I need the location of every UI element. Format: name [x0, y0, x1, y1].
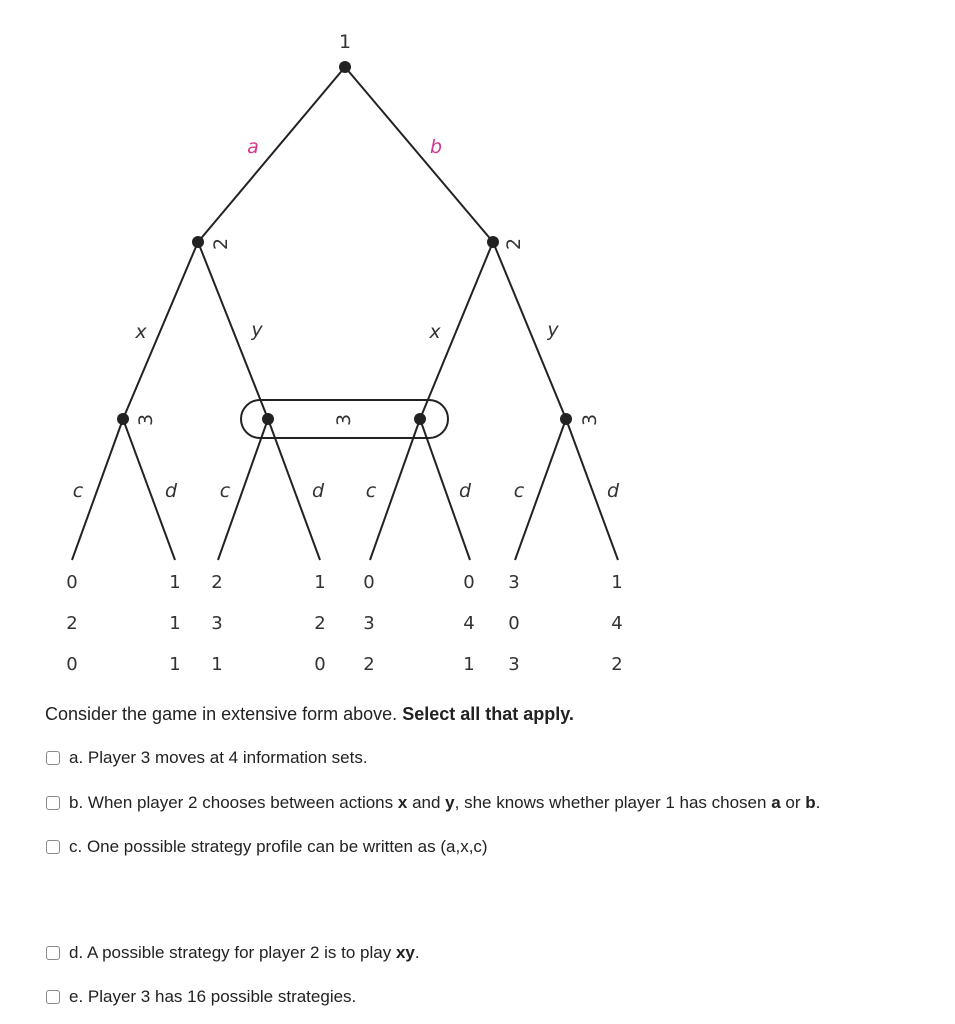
- edge-b: [345, 67, 493, 242]
- option-b-label: [69, 793, 820, 813]
- option-c-checkbox[interactable]: [46, 840, 60, 854]
- payoff-7-player1: 3: [508, 572, 520, 593]
- option-b-y: y: [445, 793, 455, 812]
- action-label-x-right: x: [429, 321, 441, 343]
- option-d-label: [69, 943, 420, 963]
- payoff-8-player2: 4: [611, 613, 623, 634]
- payoff-5-player3: 2: [363, 654, 375, 675]
- payoff-6-player3: 1: [463, 654, 475, 675]
- action-label-y-right: y: [547, 319, 559, 341]
- option-c[interactable]: [46, 837, 488, 857]
- option-c-label: c. One possible strategy profile can be written as (a,x,c): [69, 837, 488, 856]
- action-label-c1: c: [72, 480, 84, 502]
- payoff-2-player3: 1: [169, 654, 181, 675]
- payoff-column-7: [508, 572, 519, 675]
- payoff-7-player3: 3: [508, 654, 520, 675]
- payoff-6-player2: 4: [463, 613, 475, 634]
- tree-edges: [72, 67, 618, 560]
- node-root: [339, 61, 351, 73]
- node-player2-left: [192, 236, 204, 248]
- edge-c3: [370, 419, 420, 560]
- question-instruction: Select all that apply.: [402, 704, 574, 724]
- option-d-text-2: .: [414, 943, 420, 962]
- action-label-d1: d: [164, 480, 178, 502]
- option-e[interactable]: [46, 987, 356, 1007]
- player-label-root: 1: [338, 31, 352, 53]
- payoff-column-8: [611, 572, 622, 675]
- node-player3-info-right: [414, 413, 426, 425]
- node-player3-left: [117, 413, 129, 425]
- option-b-a: a: [771, 793, 781, 812]
- edge-x-left: [123, 242, 198, 419]
- option-b-text-5: .: [815, 793, 821, 812]
- option-e-label: e. Player 3 has 16 possible strategies.: [69, 987, 357, 1006]
- option-b-x: x: [397, 793, 408, 812]
- payoff-2-player2: 1: [169, 613, 181, 634]
- node-player2-right: [487, 236, 499, 248]
- payoff-3-player3: 1: [211, 654, 223, 675]
- payoff-column-2: [169, 572, 180, 675]
- payoff-1-player3: 0: [66, 654, 78, 675]
- action-label-d4: d: [606, 480, 620, 502]
- option-d-checkbox[interactable]: [46, 946, 60, 960]
- option-d-xy: xy: [395, 943, 415, 962]
- option-d-text-1: d. A possible strategy for player 2 is to play: [69, 943, 396, 962]
- node-player3-info-left: [262, 413, 274, 425]
- option-b-text-4: or: [780, 793, 806, 812]
- option-b-text-3: , she knows whether player 1 has chosen: [454, 793, 772, 812]
- payoff-6-player1: 0: [463, 572, 475, 593]
- payoff-4-player1: 1: [314, 572, 326, 593]
- payoff-1-player2: 2: [66, 613, 78, 634]
- payoff-column-6: [463, 572, 474, 675]
- payoff-3-player2: 3: [211, 613, 223, 634]
- action-label-d2: d: [311, 480, 325, 502]
- payoff-1-player1: 0: [66, 572, 78, 593]
- action-label-b: b: [429, 136, 443, 158]
- option-b-text-1: b. When player 2 chooses between actions: [69, 793, 398, 812]
- payoff-4-player3: 0: [314, 654, 326, 675]
- player-label-right3: 3: [579, 413, 601, 427]
- node-player3-right: [560, 413, 572, 425]
- option-d[interactable]: [46, 943, 420, 963]
- action-label-x-left: x: [135, 321, 147, 343]
- action-label-d3: d: [458, 480, 472, 502]
- payoff-7-player2: 0: [508, 613, 520, 634]
- option-a-checkbox[interactable]: [46, 751, 60, 765]
- option-b-text-2: and: [407, 793, 446, 812]
- payoff-5-player1: 0: [363, 572, 375, 593]
- option-b-checkbox[interactable]: [46, 796, 60, 810]
- action-label-c2: c: [219, 480, 231, 502]
- player-label-right2: 2: [503, 237, 525, 251]
- action-label-y-left: y: [251, 319, 263, 341]
- player-label-left3: 3: [135, 413, 157, 427]
- payoff-4-player2: 2: [314, 613, 326, 634]
- payoff-column-1: [66, 572, 77, 675]
- payoff-column-3: [211, 572, 222, 675]
- option-b-b: b: [805, 793, 816, 812]
- payoff-5-player2: 3: [363, 613, 375, 634]
- payoff-column-4: [314, 572, 325, 675]
- option-e-checkbox[interactable]: [46, 990, 60, 1004]
- question-prompt: [45, 704, 574, 725]
- action-label-c4: c: [513, 480, 525, 502]
- payoff-column-5: [363, 572, 374, 675]
- player-label-left2: 2: [210, 237, 232, 251]
- payoff-8-player1: 1: [611, 572, 623, 593]
- option-a[interactable]: [46, 748, 368, 768]
- action-label-c3: c: [365, 480, 377, 502]
- option-b[interactable]: [46, 793, 820, 813]
- payoff-3-player1: 2: [211, 572, 223, 593]
- edge-a: [198, 67, 345, 242]
- player-label-info3: 3: [333, 413, 355, 427]
- payoff-2-player1: 1: [169, 572, 181, 593]
- option-a-label: a. Player 3 moves at 4 information sets.: [69, 748, 368, 767]
- action-label-a: a: [247, 136, 259, 158]
- payoff-8-player3: 2: [611, 654, 623, 675]
- question-text: Consider the game in extensive form above.: [45, 704, 403, 724]
